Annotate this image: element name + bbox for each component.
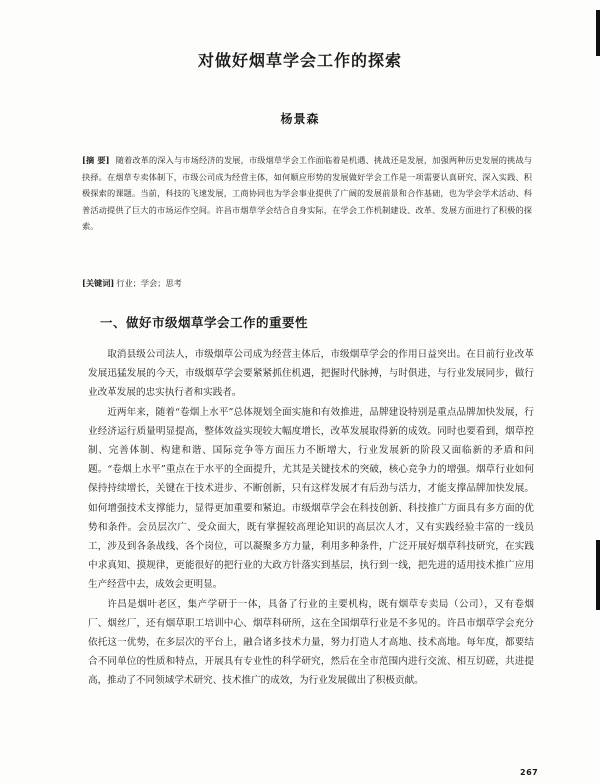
keywords-text: 行业；学会；思考 [116, 278, 182, 288]
body-paragraph: 近两年来，随着“卷烟上水平”总体规划全面实施和有效推进，品牌建设特别是重点品牌加快发展，行业经济运行质量明显提高，整体效益实现较大幅度增长，改革发展取得新的成效。同时也要看到，烟草控制、完善体制、构建和谐、国际竞争等方面压力不断增大，行业发展新的阶段又面临新的矛盾和问题。“卷烟上水平”重点在于水平的全面提升，尤其是关键技术的突破，核心竞争力的增强。烟草行业如何保持持续增长，关键在于技术进步、不断创新，只有这样发展才有后劲与活力，才能支撑品牌加快发展。如何增强技术支撑能力，显得更加重要和紧迫。市级烟草学会在科技创新、科技推广方面具有多方面的优势和条件。会员层次广、受众面大，既有掌握较高理论知识的高层次人才，又有实践经验丰富的一线员工，涉及到各条战线、各个岗位，可以凝聚多方力量，利用多种条件，广泛开展好烟草科技研究，在实践中求真知、摸规律，更能很好的把行业的大政方针落实到基层，执行到一线，把先进的适用技术推广应用生产经营中去，成效会更明显。 [88, 406, 534, 591]
article-title: 对做好烟草学会工作的探索 [197, 51, 402, 70]
body-paragraph: 取消县级公司法人，市级烟草公司成为经营主体后，市级烟草学会的作用日益突出。在目前行业改革发展迅猛发展的今天，市级烟草学会要紧紧抓住机遇，把握时代脉搏，与时俱进，与行业发展同步，做行业改革发展的忠实执行者和实践者。 [88, 349, 534, 399]
keywords-label: [关键词] [82, 278, 115, 288]
keywords-block [82, 276, 532, 290]
article-author: 杨景森 [280, 112, 320, 126]
page-number: 267 [520, 768, 539, 777]
abstract-block [82, 152, 532, 235]
abstract-label: [摘 要] [82, 155, 110, 165]
scan-edge-mark [596, 10, 600, 56]
body-paragraph: 许昌是烟叶老区，集产学研于一体，具备了行业的主要机构，既有烟草专卖局（公司），又有卷烟厂、烟丝厂，还有烟草职工培训中心、烟草科研所，这在全国烟草行业是不多见的。许昌市烟草学会充分依托这一优势，在多层次的平台上，融合诸多技术力量，努力打造人才高地、技术高地。每年度，都要结合不同单位的性质和特点，开展具有专业性的科学研究，然后在全市范围内进行交流、相互切磋，共进提高，推动了不同领域学术研究、技术推广的成效，为行业发展做出了积极贡献。 [88, 598, 534, 687]
section-heading: 一、做好市级烟草学会工作的重要性 [100, 315, 309, 330]
scan-edge-mark [596, 540, 600, 610]
abstract-text: 随着改革的深入与市场经济的发展，市级烟草学会工作面临着是机遇、挑战还是发展，加强两种历史发展的挑战与抉择。在烟草专卖体制下，市级公司成为经营主体，如何顺应形势的发展做好学会工作是一项需要认真研究、深入实践、积极探索的课题。当前，科技的飞速发展，工商协同也为学会事业提供了广阔的发展前景和合作基础，也为学会学术活动、科普活动提供了巨大的市场运作空间。许昌市烟草学会结合自身实际，在学会工作机制建设、改革、发展方面进行了积极的探索。 [82, 155, 532, 232]
section-body [88, 345, 534, 691]
